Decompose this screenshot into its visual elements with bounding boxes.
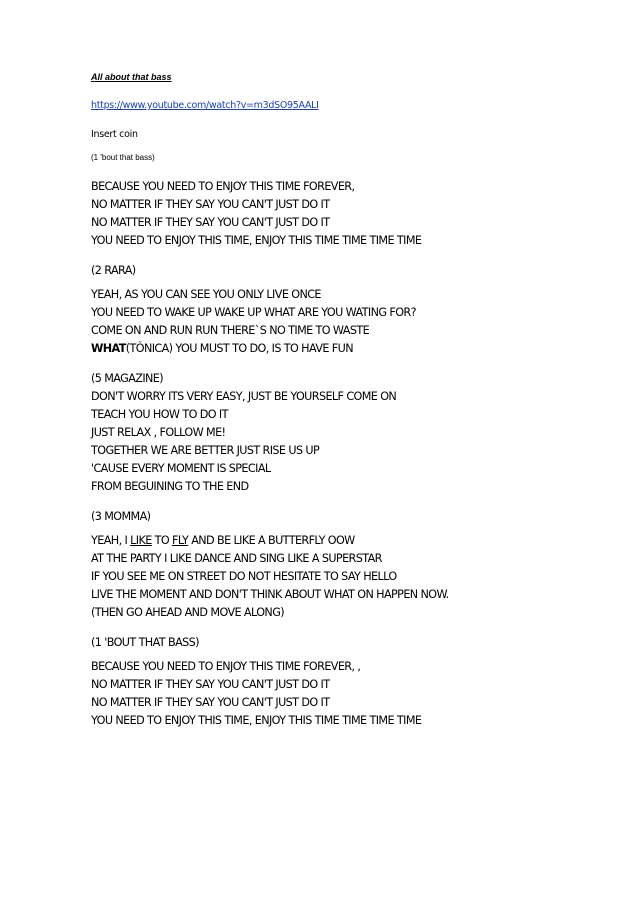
lyric-line: NO MATTER IF THEY SAY YOU CAN'T JUST DO IT bbox=[91, 216, 330, 229]
lyric-line: YOU NEED TO WAKE UP WAKE UP WHAT ARE YOU WATING FOR? bbox=[91, 306, 416, 319]
section-heading-bout-that-bass: (1 'bout that bass) bbox=[91, 153, 155, 162]
section-heading-magazine: (5 MAGAZINE) bbox=[91, 372, 164, 385]
document-body bbox=[91, 72, 611, 742]
underlined-word-fly: FLY bbox=[172, 534, 189, 547]
lyric-line-rest: (TÒNICA) YOU MUST TO DO, IS TO HAVE FUN bbox=[125, 342, 353, 355]
lyric-line-what bbox=[91, 340, 611, 358]
youtube-link[interactable]: https://www.youtube.com/watch?v=m3dSO95AALI bbox=[91, 100, 319, 111]
lyric-line: BECAUSE YOU NEED TO ENJOY THIS TIME FOREVER, bbox=[91, 180, 355, 193]
lyric-line: YOU NEED TO ENJOY THIS TIME, ENJOY THIS TIME TIME TIME TIME bbox=[91, 234, 422, 247]
underlined-word-like: LIKE bbox=[130, 534, 152, 547]
lyric-line: YEAH, AS YOU CAN SEE YOU ONLY LIVE ONCE bbox=[91, 288, 321, 301]
section-heading-rara: (2 RARA) bbox=[91, 264, 136, 277]
lyric-line: NO MATTER IF THEY SAY YOU CAN'T JUST DO IT bbox=[91, 678, 330, 691]
lyric-line: (THEN GO AHEAD AND MOVE ALONG) bbox=[91, 606, 285, 619]
lyric-line: NO MATTER IF THEY SAY YOU CAN'T JUST DO IT bbox=[91, 198, 330, 211]
insert-coin-label: Insert coin bbox=[91, 129, 138, 140]
bold-word-what: WHAT bbox=[91, 342, 126, 355]
stanza-magazine bbox=[91, 370, 611, 496]
lyric-line: FROM BEGUINING TO THE END bbox=[91, 480, 249, 493]
section-heading-momma: (3 MOMMA) bbox=[91, 510, 151, 523]
lyric-line: JUST RELAX , FOLLOW ME! bbox=[91, 426, 226, 439]
lyric-line: BECAUSE YOU NEED TO ENJOY THIS TIME FOREVER, , bbox=[91, 660, 361, 673]
stanza-chorus-2 bbox=[91, 658, 611, 730]
lyric-line: YOU NEED TO ENJOY THIS TIME, ENJOY THIS TIME TIME TIME TIME bbox=[91, 714, 422, 727]
lyric-line: NO MATTER IF THEY SAY YOU CAN'T JUST DO IT bbox=[91, 696, 330, 709]
stanza-rara bbox=[91, 286, 611, 358]
lyric-fragment: YEAH, I bbox=[91, 534, 131, 547]
stanza-momma bbox=[91, 532, 611, 622]
document-title: All about that bass bbox=[91, 72, 172, 82]
lyric-line-fly bbox=[91, 532, 611, 550]
lyric-line: 'CAUSE EVERY MOMENT IS SPECIAL bbox=[91, 462, 271, 475]
lyric-line: COME ON AND RUN RUN THERE`S NO TIME TO WASTE bbox=[91, 324, 370, 337]
stanza-chorus-1 bbox=[91, 178, 611, 250]
lyric-line: TEACH YOU HOW TO DO IT bbox=[91, 408, 228, 421]
lyric-line: TOGETHER WE ARE BETTER JUST RISE US UP bbox=[91, 444, 320, 457]
lyric-line: DON'T WORRY ITS VERY EASY, JUST BE YOURSELF COME ON bbox=[91, 390, 397, 403]
lyric-line: IF YOU SEE ME ON STREET DO NOT HESITATE TO SAY HELLO bbox=[91, 570, 397, 583]
lyric-fragment: AND BE LIKE A BUTTERFLY OOW bbox=[188, 534, 355, 547]
section-heading-bout-that-bass-2: (1 'BOUT THAT BASS) bbox=[91, 636, 199, 649]
lyric-line: AT THE PARTY I LIKE DANCE AND SING LIKE A SUPERSTAR bbox=[91, 552, 382, 565]
lyric-line: LIVE THE MOMENT AND DON'T THINK ABOUT WHAT ON HAPPEN NOW. bbox=[91, 588, 449, 601]
lyric-fragment: TO bbox=[151, 534, 173, 547]
